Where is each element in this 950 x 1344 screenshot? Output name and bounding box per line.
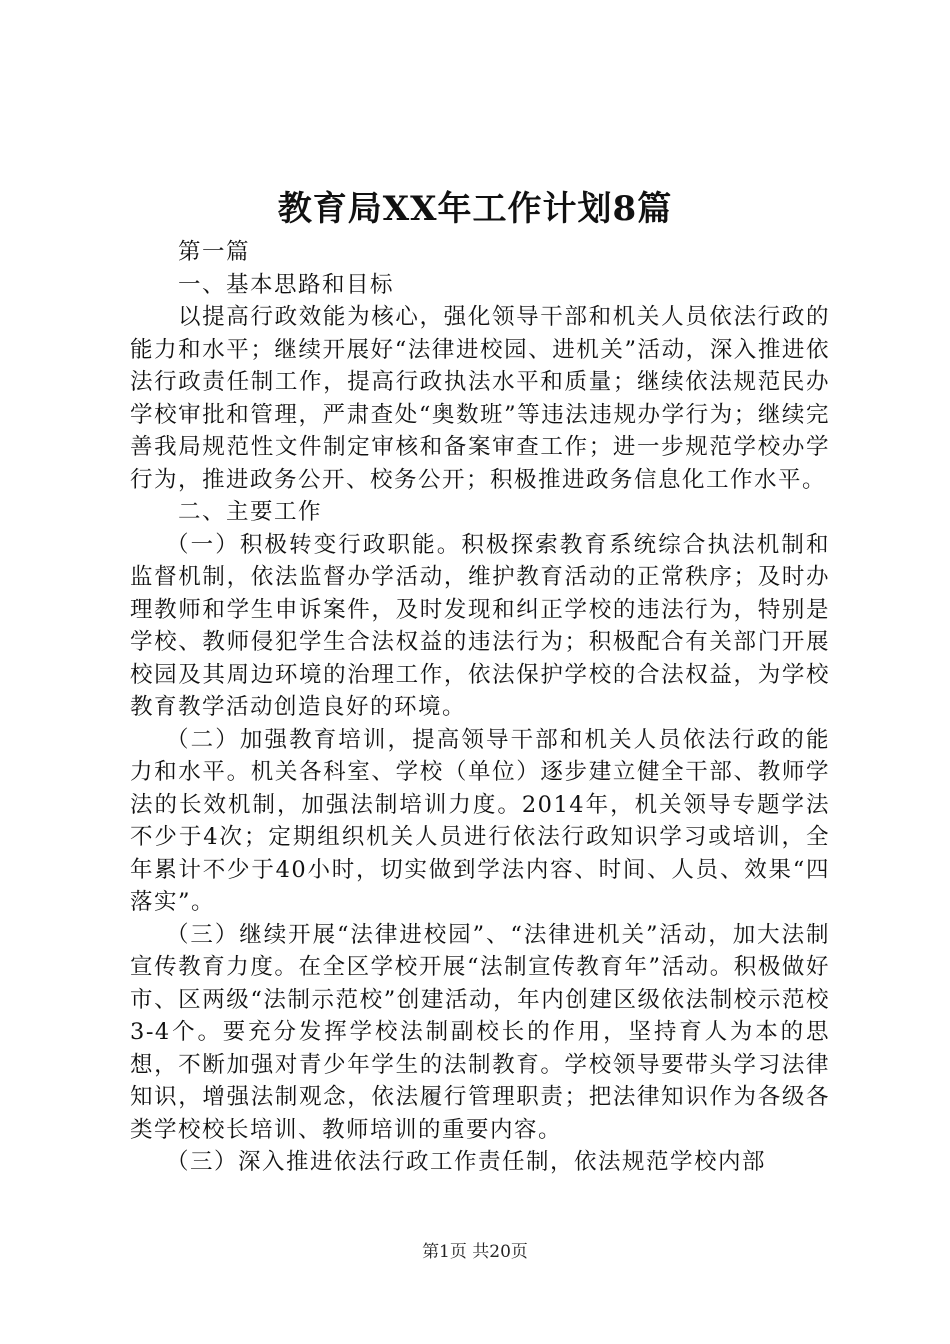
document-body: [130, 236, 830, 1179]
body-paragraph: （三）继续开展“法律进校园”、“法律进机关”活动，加大法制宣传教育力度。在全区学校开展“法制宣传教育年”活动。积极做好市、区两级“法制示范校”创建活动，年内创建区级依法制校示范校3-4个。要充分发挥学校法制副校长的作用，坚持育人为本的思想，不断加强对青少年学生的法制教育。学校领导要带头学习法律知识，增强法制观念，依法履行管理职责；把法律知识作为各级各类学校校长培训、教师培训的重要内容。: [130, 921, 830, 1143]
document-title: 教育局XX年工作计划8篇: [277, 189, 673, 229]
section-heading: 二、主要工作: [178, 499, 323, 525]
body-paragraph: 以提高行政效能为核心，强化领导干部和机关人员依法行政的能力和水平；继续开展好“法律进校园、进机关”活动，深入推进依法行政责任制工作，提高行政执法水平和质量；继续依法规范民办学校审批和管理，严肃查处“奥数班”等违法违规办学行为；继续完善我局规范性文件制定审核和备案审查工作；进一步规范学校办学行为，推进政务公开、校务公开；积极推进政务信息化工作水平。: [130, 304, 830, 493]
body-paragraph: （二）加强教育培训，提高领导干部和机关人员依法行政的能力和水平。机关各科室、学校（单位）逐步建立健全干部、教师学法的长效机制，加强法制培训力度。2014年，机关领导专题学法不少于4次；定期组织机关人员进行依法行政知识学习或培训，全年累计不少于40小时，切实做到学法内容、时间、人员、效果“四落实”。: [130, 726, 830, 915]
page-footer: 第1页 共20页: [422, 1242, 528, 1262]
section-heading: 一、基本思路和目标: [178, 271, 395, 298]
body-paragraph: （一）积极转变行政职能。积极探索教育系统综合执法机制和监督机制，依法监督办学活动，维护教育活动的正常秩序；及时办理教师和学生申诉案件，及时发现和纠正学校的违法行为，特别是学校、教师侵犯学生合法权益的违法行为；积极配合有关部门开展校园及其周边环境的治理工作，依法保护学校的合法权益，为学校教育教学活动创造良好的环境。: [130, 531, 830, 720]
section-label: 第一篇: [178, 239, 251, 265]
body-paragraph: （三）深入推进依法行政工作责任制，依法规范学校内部: [166, 1149, 767, 1175]
